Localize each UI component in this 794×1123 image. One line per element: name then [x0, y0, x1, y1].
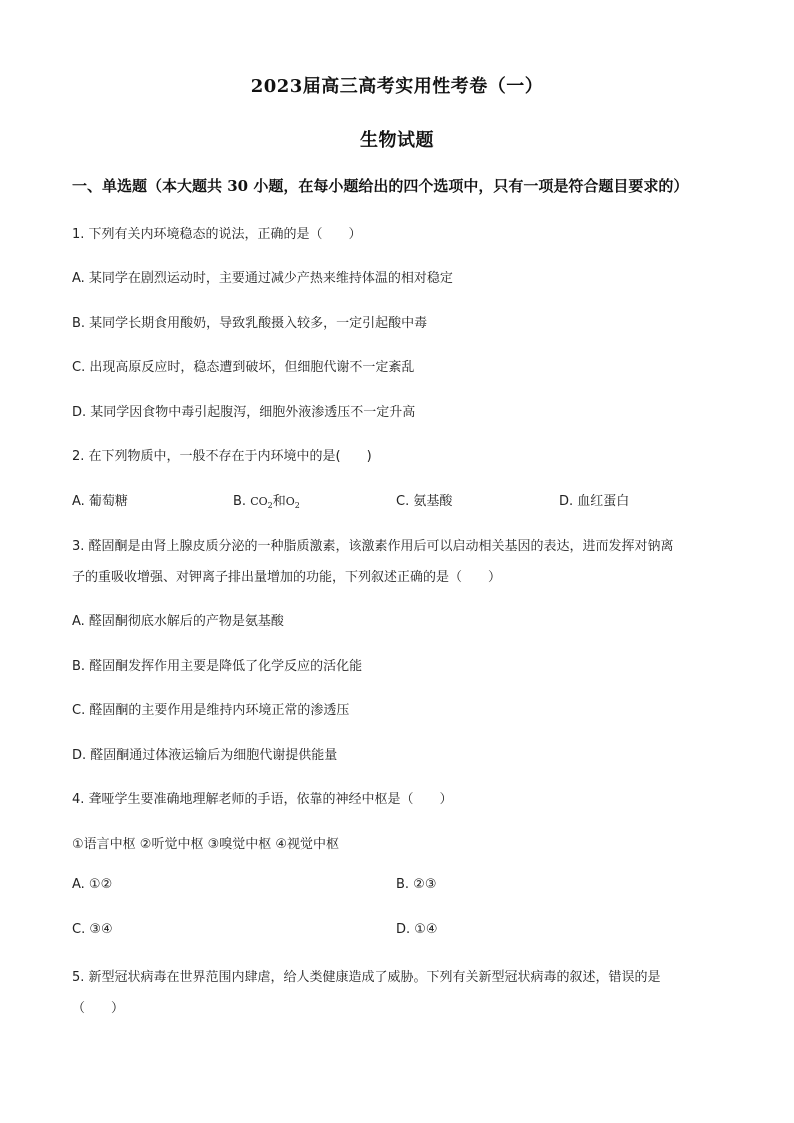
question-3-option-c: C. 醛固酮的主要作用是维持内环境正常的渗透压: [72, 703, 350, 718]
question-4-option-b: B. ②③: [396, 877, 437, 892]
question-2-option-c: C. 氨基酸: [396, 494, 453, 509]
question-3-stem-line-1: 3. 醛固酮是由肾上腺皮质分泌的一种脂质激素，该激素作用后可以启动相关基因的表达，进而发挥对钠离: [72, 539, 674, 554]
question-2-option-d: D. 血红蛋白: [559, 494, 630, 509]
question-4-option-a: A. ①②: [72, 877, 113, 892]
option-b-conjunction: 和: [272, 494, 286, 509]
question-2-stem: 2. 在下列物质中，一般不存在于内环境中的是( ): [72, 449, 372, 464]
question-2-option-a: A. 葡萄糖: [72, 494, 128, 509]
question-4-stem: 4. 聋哑学生要准确地理解老师的手语，依靠的神经中枢是（ ）: [72, 792, 453, 807]
question-4-option-c: C. ③④: [72, 922, 113, 937]
question-4-choices: ①语言中枢 ②听觉中枢 ③嗅觉中枢 ④视觉中枢: [72, 837, 340, 852]
option-b-letter: B.: [233, 494, 251, 509]
question-2-option-b: [233, 490, 300, 510]
question-1-option-a: A. 某同学在剧烈运动时，主要通过减少产热来维持体温的相对稳定: [72, 271, 453, 286]
section-heading: 一、单选题（本大题共 30 小题，在每小题给出的四个选项中，只有一项是符合题目要求的）: [72, 177, 689, 195]
question-5-stem-line-2: （ ）: [72, 1001, 125, 1016]
question-1-option-d: D. 某同学因食物中毒引起腹泻，细胞外液渗透压不一定升高: [72, 405, 416, 420]
question-1-stem: 1. 下列有关内环境稳态的说法，正确的是（ ）: [72, 227, 362, 242]
question-3-option-a: A. 醛固酮彻底水解后的产物是氨基酸: [72, 614, 284, 629]
question-4-option-d: D. ①④: [396, 922, 438, 937]
question-3-option-d: D. 醛固酮通过体液运输后为细胞代谢提供能量: [72, 748, 338, 763]
exam-title: 2023届高三高考实用性考卷（一）: [250, 76, 544, 97]
question-5-stem-line-1: 5. 新型冠状病毒在世界范围内肆虐，给人类健康造成了威胁。下列有关新型冠状病毒的叙述，错误的是: [72, 970, 661, 985]
question-3-option-b: B. 醛固酮发挥作用主要是降低了化学反应的活化能: [72, 659, 363, 674]
exam-subject: 生物试题: [360, 130, 434, 151]
question-1-option-c: C. 出现高原反应时，稳态遭到破坏，但细胞代谢不一定紊乱: [72, 360, 415, 375]
chem-o2: $O_2$: [285, 495, 300, 511]
question-3-stem-line-2: 子的重吸收增强、对钾离子排出量增加的功能，下列叙述正确的是（ ）: [72, 570, 502, 585]
chem-co2: $CO_2$: [250, 495, 273, 511]
question-1-option-b: B. 某同学长期食用酸奶，导致乳酸摄入较多，一定引起酸中毒: [72, 316, 428, 331]
